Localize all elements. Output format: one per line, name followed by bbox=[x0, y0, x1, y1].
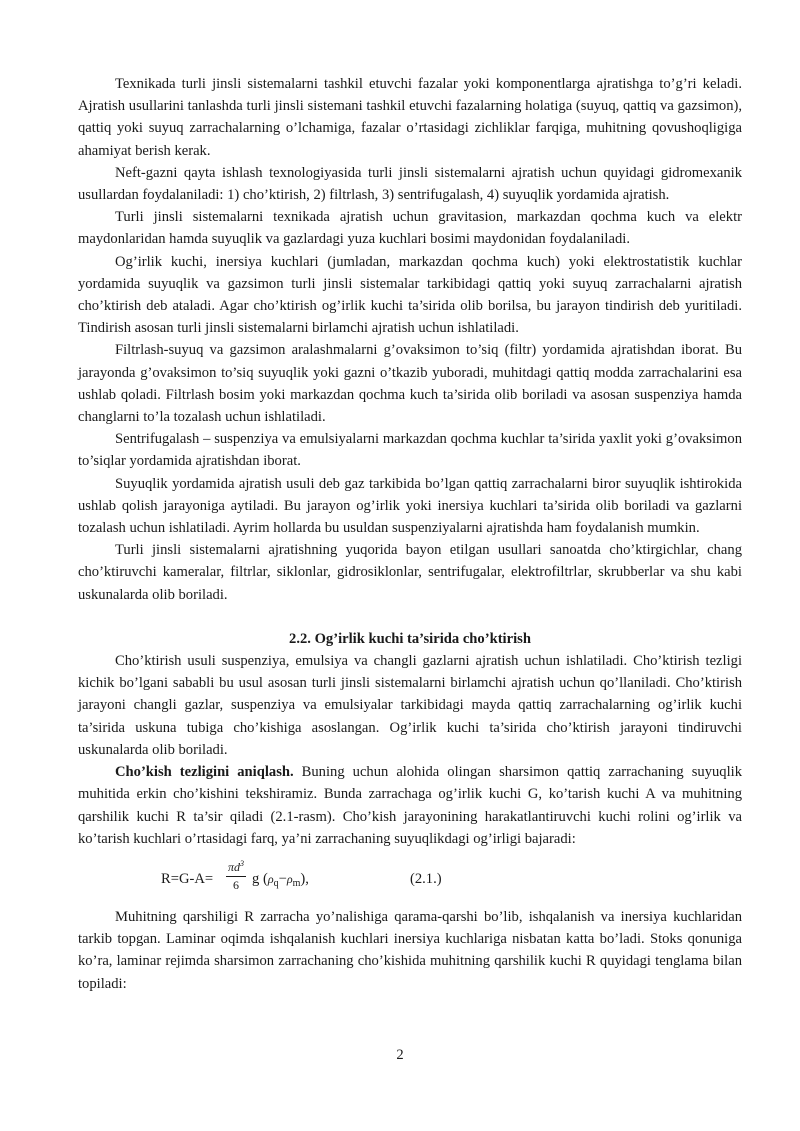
section-heading: 2.2. Og’irlik kuchi ta’sirida cho’ktirish bbox=[289, 630, 531, 647]
page-number: 2 bbox=[396, 1047, 404, 1063]
paragraph: Turli jinsli sistemalarni texnikada ajratish uchun gravitasion, markazdan qochma kuch va elektr maydonlaridan hamda suyuqlik va gazlardagi yuza kuchlari bosimi maydonidan foydalaniladi. bbox=[78, 209, 742, 248]
paragraph: Muhitning qarshiligi R zarracha yo’nalishiga qarama-qarshi bo’lib, ishqalanish va inersiya kuchlaridan tarkib topgan. Laminar oqimda ishqalanish kuchlari inersiya kuchlariga nisbatan katta bo’ladi. Stoks qonuniga ko’ra, laminar rejimda sharsimon zarrachaning cho’kishida muhitning qarshilik kuchi R quyidagi tenglama bilan topiladi: bbox=[78, 908, 742, 992]
paragraph: Sentrifugalash – suspenziya va emulsiyalarni markazdan qochma kuchlar ta’sirida yaxlit yoki g’ovaksimon to’siqlar yordamida ajratishdan iborat. bbox=[78, 431, 742, 470]
formula-exponent: 3 bbox=[240, 858, 244, 868]
formula-numerator: $\pi d^3$ bbox=[226, 856, 246, 877]
rho-symbol: ρ bbox=[286, 871, 293, 886]
paragraph: Suyuqlik yordamida ajratish usuli deb gaz tarkibida bo’lgan qattiq zarrachalarni biror suyuqlik ishtirokida ushlab qolish jarayoniga aytiladi. Bu jarayon og’irlik yoki inersiya kuchlari ta’sirida olib boriladi va gazlarni tozalash uchun ishlatiladi. Ayrim hollarda bu usuldan suspenziyalarni ajratishda ham foydalanish mumkin. bbox=[78, 475, 742, 537]
document-page bbox=[78, 73, 742, 995]
formula-lhs: R=G-A= bbox=[161, 870, 214, 887]
paragraph-with-bold-lead bbox=[78, 761, 742, 850]
paragraph: Og’irlik kuchi, inersiya kuchlari (jumladan, markazdan qochma kuch) yoki elektrostatistik kuchlar yordamida suyuqlik va gazsimon turli jinsli sistemalar tarkibidagi qattiq yoki suyuq zarrachalarni ajratish cho’ktirish deb ataladi. Agar cho’ktirish og’irlik kuchi ta’sirida olib borilsa, bu jarayon tindirish deb yuritiladi. Tindirish asosan turli jinsli sistemalarni birlamchi ajratish uchun ishlatiladi. bbox=[78, 253, 742, 337]
formula-2-1 bbox=[78, 856, 742, 902]
subscript: q bbox=[273, 877, 279, 889]
formula-fraction bbox=[226, 856, 246, 893]
paragraph: Filtrlash-suyuq va gazsimon aralashmalarni g’ovaksimon to’siq (filtr) yordamida ajratishdan iborat. Bu jarayonda g’ovaksimon to’siq suyuqlik yoki gazni o’tkazib yuboradi, muhitdagi qattiq modda zarrachalarini esa ushlab qoladi. Filtrlash bosim yoki markazdan qochma kuch ta’sirida olib boriladi va asosan suspenziya hamda changlarni to’la tozalash uchun ishlatiladi. bbox=[78, 342, 742, 426]
equation-number: (2.1.) bbox=[410, 870, 442, 887]
rho-symbol: ρ bbox=[267, 871, 274, 886]
subscript: m bbox=[292, 877, 301, 889]
paragraph-rest: Buning uchun alohida olingan sharsimon qattiq zarrachaning suyuqlik muhitida erkin cho’kishini tekshiramiz. Bunda zarrachaga og’irlik kuchi G, ko’tarish kuchi A va muhitning qarshilik kuchi R ta’sir qiladi (2.1-rasm). Cho’kish jarayonining harakatlantiruvchi kuchi rolini og’irlik va ko’tarish kuchlari o’rtasidagi farq, ya’ni zarrachaning suyuqlikdagi og’irligi bajaradi: bbox=[78, 764, 742, 847]
bold-lead: Cho’kish tezligini aniqlash. bbox=[115, 764, 294, 781]
formula-denominator: 6 bbox=[233, 877, 239, 892]
paragraph: Neft-gazni qayta ishlash texnologiyasida turli jinsli sistemalarni ajratish uchun quyidagi gidromexanik usullardan foydalaniladi: 1) cho’ktirish, 2) filtrlash, 3) sentrifugalash, 4) suyuqlik yordamida ajratish. bbox=[78, 164, 742, 204]
paragraph: Texnikada turli jinsli sistemalarni tashkil etuvchi fazalar yoki komponentlarga ajratishga to’g’ri keladi. Ajratish usullarini tanlashda turli jinsli sistemani tashkil etuvchi fazalarning holatiga (suyuq, qattiq va gazsimon), qattiq yoki suyuq zarrachalarning o’lchamiga, fazalar o’rtasidagi zichliklar farqiga, muhitning qovushoqligiga ahamiyat berish kerak. bbox=[78, 76, 742, 159]
paragraph: Cho’ktirish usuli suspenziya, emulsiya va changli gazlarni ajratish uchun ishlatiladi. Cho’ktirish tezligi kichik bo’lgani sababli bu usul asosan turli jinsli sistemalarni birlamchi ajratish uchun qo’llaniladi. Cho’ktirish jarayoni changli gazlar, suspenziya va emulsiyalar tarkibidagi mayda qattiq zarrachalarning og’irlik kuchi ta’sirida uskuna tubiga cho’kishiga asoslangan. Og’irlik kuchi ta’sirida cho’ktirish jarayoni tindiruvchi uskunalarda olib boriladi. bbox=[78, 653, 742, 758]
formula-rhs: g $(\rho_q-\rho_m)$, bbox=[252, 870, 309, 889]
paragraph: Turli jinsli sistemalarni ajratishning yuqorida bayon etilgan usullari sanoatda cho’ktirgichlar, chang cho’ktiruvchi kameralar, filtrlar, siklonlar, gidrosiklonlar, sentrifugalar, elektrofiltrlar, skrubberlar va shu kabi uskunalarda olib boriladi. bbox=[78, 542, 742, 603]
